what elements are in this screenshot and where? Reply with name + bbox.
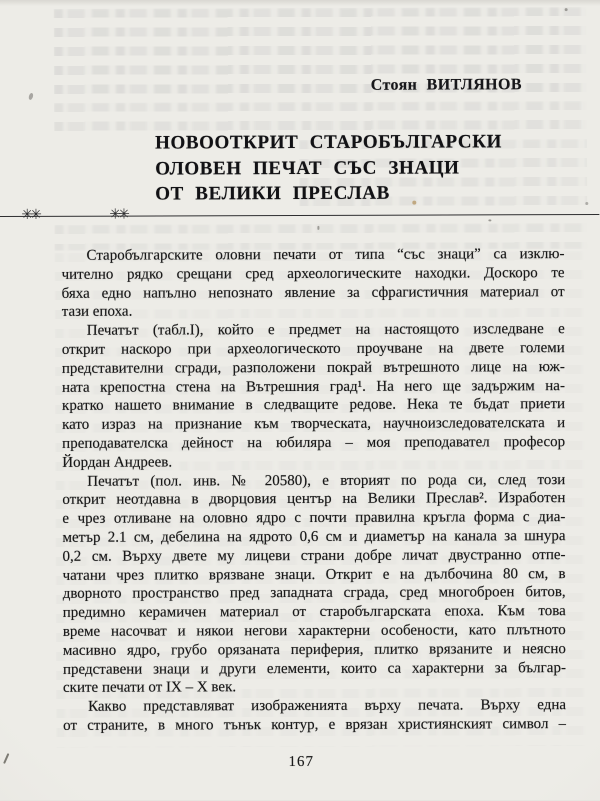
text-line: Старобългарските оловни печати от типа “със знаци” са изклю- bbox=[86, 246, 565, 264]
scan-speck bbox=[317, 226, 319, 230]
text-line: 0,2 см. Върху двете му лицеви страни добре личат двустранно отпе- bbox=[62, 546, 566, 565]
title-line: ОТ ВЕЛИКИ ПРЕСЛАВ bbox=[155, 182, 390, 205]
scan-speck bbox=[585, 202, 588, 205]
text-line: кратко нашето внимание в следващите редове. Нека те бъдат приети bbox=[61, 396, 566, 415]
text-line: е чрез отливане на оловно ядро с почти правилна кръгла форма с диа- bbox=[62, 509, 566, 527]
text-line: открит наскоро при археологическото проучване на двете големи bbox=[61, 340, 565, 358]
asterisk-ornament-icon: ✳✳ bbox=[21, 206, 39, 223]
text-line: предимно керамичен материал от старобългарската епоха. Към това bbox=[62, 603, 566, 621]
scan-speck bbox=[488, 219, 491, 221]
page-number: 167 bbox=[288, 753, 315, 771]
paragraph bbox=[62, 471, 566, 698]
text-line: представени знаци и други елементи, които са характерни за българ- bbox=[62, 659, 566, 678]
text-line: Печатът (пол. инв. № 20580), е вторият по рода си, след този bbox=[87, 471, 566, 490]
text-line: като израз на признание към творческата, научноизследователската и bbox=[62, 415, 566, 434]
ornamental-divider-rule bbox=[0, 206, 599, 223]
text-line: метър 2.1 см, дебелина на ядрото 0,6 см и диаметър на канала за шнура bbox=[62, 528, 566, 546]
article-title bbox=[155, 129, 502, 207]
text-line: Печатът (табл.I), който е предмет на настоящото изследване е bbox=[86, 321, 565, 339]
text-line: време насочват и някои негови характерни особености, като плътното bbox=[62, 622, 566, 640]
text-line: Какво представляват изображенията върху печата. Върху една bbox=[88, 697, 567, 715]
text-line: ските печати от IX – X век. bbox=[62, 679, 237, 697]
asterisk-ornament-icon: ✳✳ bbox=[109, 206, 127, 223]
scan-speck bbox=[28, 92, 34, 100]
text-line: от страните, в много тънък контур, е врязан християнският символ – bbox=[63, 715, 567, 734]
text-line: Йордан Андреев. bbox=[62, 454, 173, 471]
title-line: НОВООТКРИТ СТАРОБЪЛГАРСКИ bbox=[155, 131, 503, 154]
paragraph bbox=[62, 320, 566, 472]
text-line: ната крепостна стена на Вътрешния град¹. На него ще задържим на- bbox=[61, 377, 565, 396]
paragraph bbox=[63, 696, 566, 735]
text-line: масивно ядро, грубо орязаната периферия, плитко врязаните и неясно bbox=[62, 640, 566, 659]
text-line: дворното пространство пред западната сграда, сред многоброен битов, bbox=[62, 584, 566, 603]
article-body bbox=[61, 245, 566, 735]
paragraph bbox=[61, 245, 564, 322]
text-line: чително рядко срещани сред археологическите находки. Доскоро те bbox=[61, 264, 565, 283]
author-name: Стоян ВИТЛЯНОВ bbox=[370, 76, 522, 94]
text-line: представителни сгради, разположени покрай вътрешното лице на юж- bbox=[61, 358, 565, 377]
text-line: преподавателска дейност на юбиляра – моя преподавател професор bbox=[62, 434, 566, 452]
text-line: бяха едно напълно непознато явление за сфрагистичния материал от bbox=[61, 283, 565, 302]
title-line: ОЛОВЕН ПЕЧАТ СЪС ЗНАЦИ bbox=[155, 156, 460, 180]
text-line: открит неотдавна в дворцовия център на Велики Преслав². Изработен bbox=[62, 490, 566, 509]
text-line: тази епоха. bbox=[61, 303, 133, 321]
text-line: чатани чрез плитко врязване знаци. Открит е на дълбочина 80 см, в bbox=[62, 565, 566, 584]
scan-speck bbox=[565, 8, 568, 11]
